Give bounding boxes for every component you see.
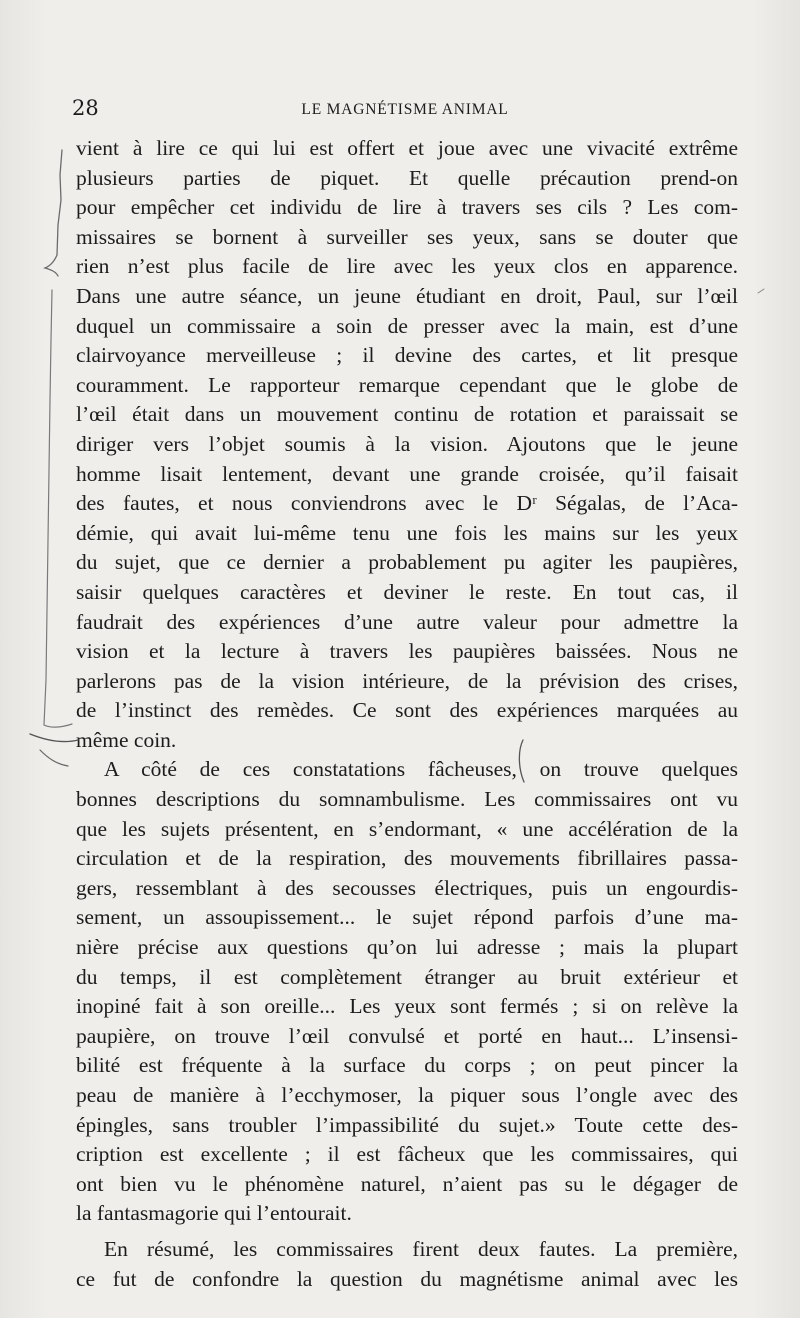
text-line: nière précise aux questions qu’on lui adresse ; mais la plupart [76,935,738,960]
text-line: bilité est fréquente à la surface du corps ; on peut pincer la [76,1053,738,1078]
text-line: diriger vers l’objet soumis à la vision. Ajoutons que le jeune [76,431,738,456]
text-line: démie, qui avait lui-même tenu une fois les mains sur les yeux [76,520,738,545]
text-line: plusieurs parties de piquet. Et quelle précaution prend-on [76,165,738,190]
running-head: LE MAGNÉTISME ANIMAL [301,101,509,118]
text-line: cription est excellente ; il est fâcheux que les commissaires, qui [76,1142,738,1167]
text-line: paupière, on trouve l’œil convulsé et porté en haut... L’insensi- [76,1023,738,1048]
body-text [76,134,738,1294]
page-header [72,96,738,128]
text-line: duquel un commissaire a soin de presser avec la main, est d’une [76,313,738,338]
text-line: du temps, il est complètement étranger au bruit extérieur et [76,964,738,989]
text-line: pour empêcher cet individu de lire à travers ses cils ? Les com- [76,195,738,220]
text-line: faudrait des expériences d’une autre valeur pour admettre la [76,609,738,634]
text-line: gers, ressemblant à des secousses électriques, puis un engourdis- [76,875,738,900]
text-line: l’œil était dans un mouvement continu de rotation et paraissait se [76,402,738,427]
text-line: que les sujets présentent, en s’endormant, « une accélération de la [76,816,738,841]
text-line: peau de manière à l’ecchymoser, la piquer sous l’ongle avec des [76,1083,738,1107]
text-line: couramment. Le rapporteur remarque cependant que le globe de [76,372,738,397]
text-line: sement, un assoupissement... le sujet répond parfois d’une ma- [76,905,738,930]
text-line: bonnes descriptions du somnambulisme. Les commissaires ont vu [76,787,738,812]
text-line: du sujet, que ce dernier a probablement pu agiter les paupières, [76,550,738,575]
text-line: des fautes, et nous conviendrons avec le Dʳ Ségalas, de l’Aca- [76,491,738,516]
text-line: épingles, sans troubler l’impassibilité du sujet.» Toute cette des- [76,1112,738,1137]
text-line: vision et la lecture à travers les paupières baissées. Nous ne [76,639,738,664]
text-line: saisir quelques caractères et deviner le reste. En tout cas, il [76,579,738,604]
text-line: parlerons pas de la vision intérieure, de la prévision des crises, [76,668,738,693]
text-line: missaires se bornent à surveiller ses yeux, sans se douter que [76,224,738,249]
text-line: vient à lire ce qui lui est offert et joue avec une vivacité extrême [76,136,738,160]
text-line: circulation et de la respiration, des mouvements fibrillaires passa- [76,846,738,871]
text-line: rien n’est plus facile de lire avec les yeux clos en apparence. [76,254,738,279]
text-line: A côté de ces constatations fâcheuses, on trouve quelques [104,757,738,782]
text-line: En résumé, les commissaires firent deux fautes. La première, [104,1236,738,1261]
text-line: ont bien vu le phénomène naturel, n’aient pas su le dégager de [76,1171,738,1196]
text-line: Dans une autre séance, un jeune étudiant en droit, Paul, sur l’œil [76,283,738,308]
text-line: de l’instinct des remèdes. Ce sont des expériences marquées au [76,698,738,723]
text-line: ce fut de confondre la question du magnétisme animal avec les [76,1266,738,1291]
text-line: la fantasmagorie qui l’entourait. [76,1201,352,1226]
page-number: 28 [72,96,99,120]
text-line: homme lisait lentement, devant une grande croisée, qu’il faisait [76,461,738,486]
text-line: clairvoyance merveilleuse ; il devine des cartes, et lit presque [76,343,738,368]
text-line: inopiné fait à son oreille... Les yeux sont fermés ; si on relève la [76,994,738,1019]
text-line: même coin. [76,727,177,752]
